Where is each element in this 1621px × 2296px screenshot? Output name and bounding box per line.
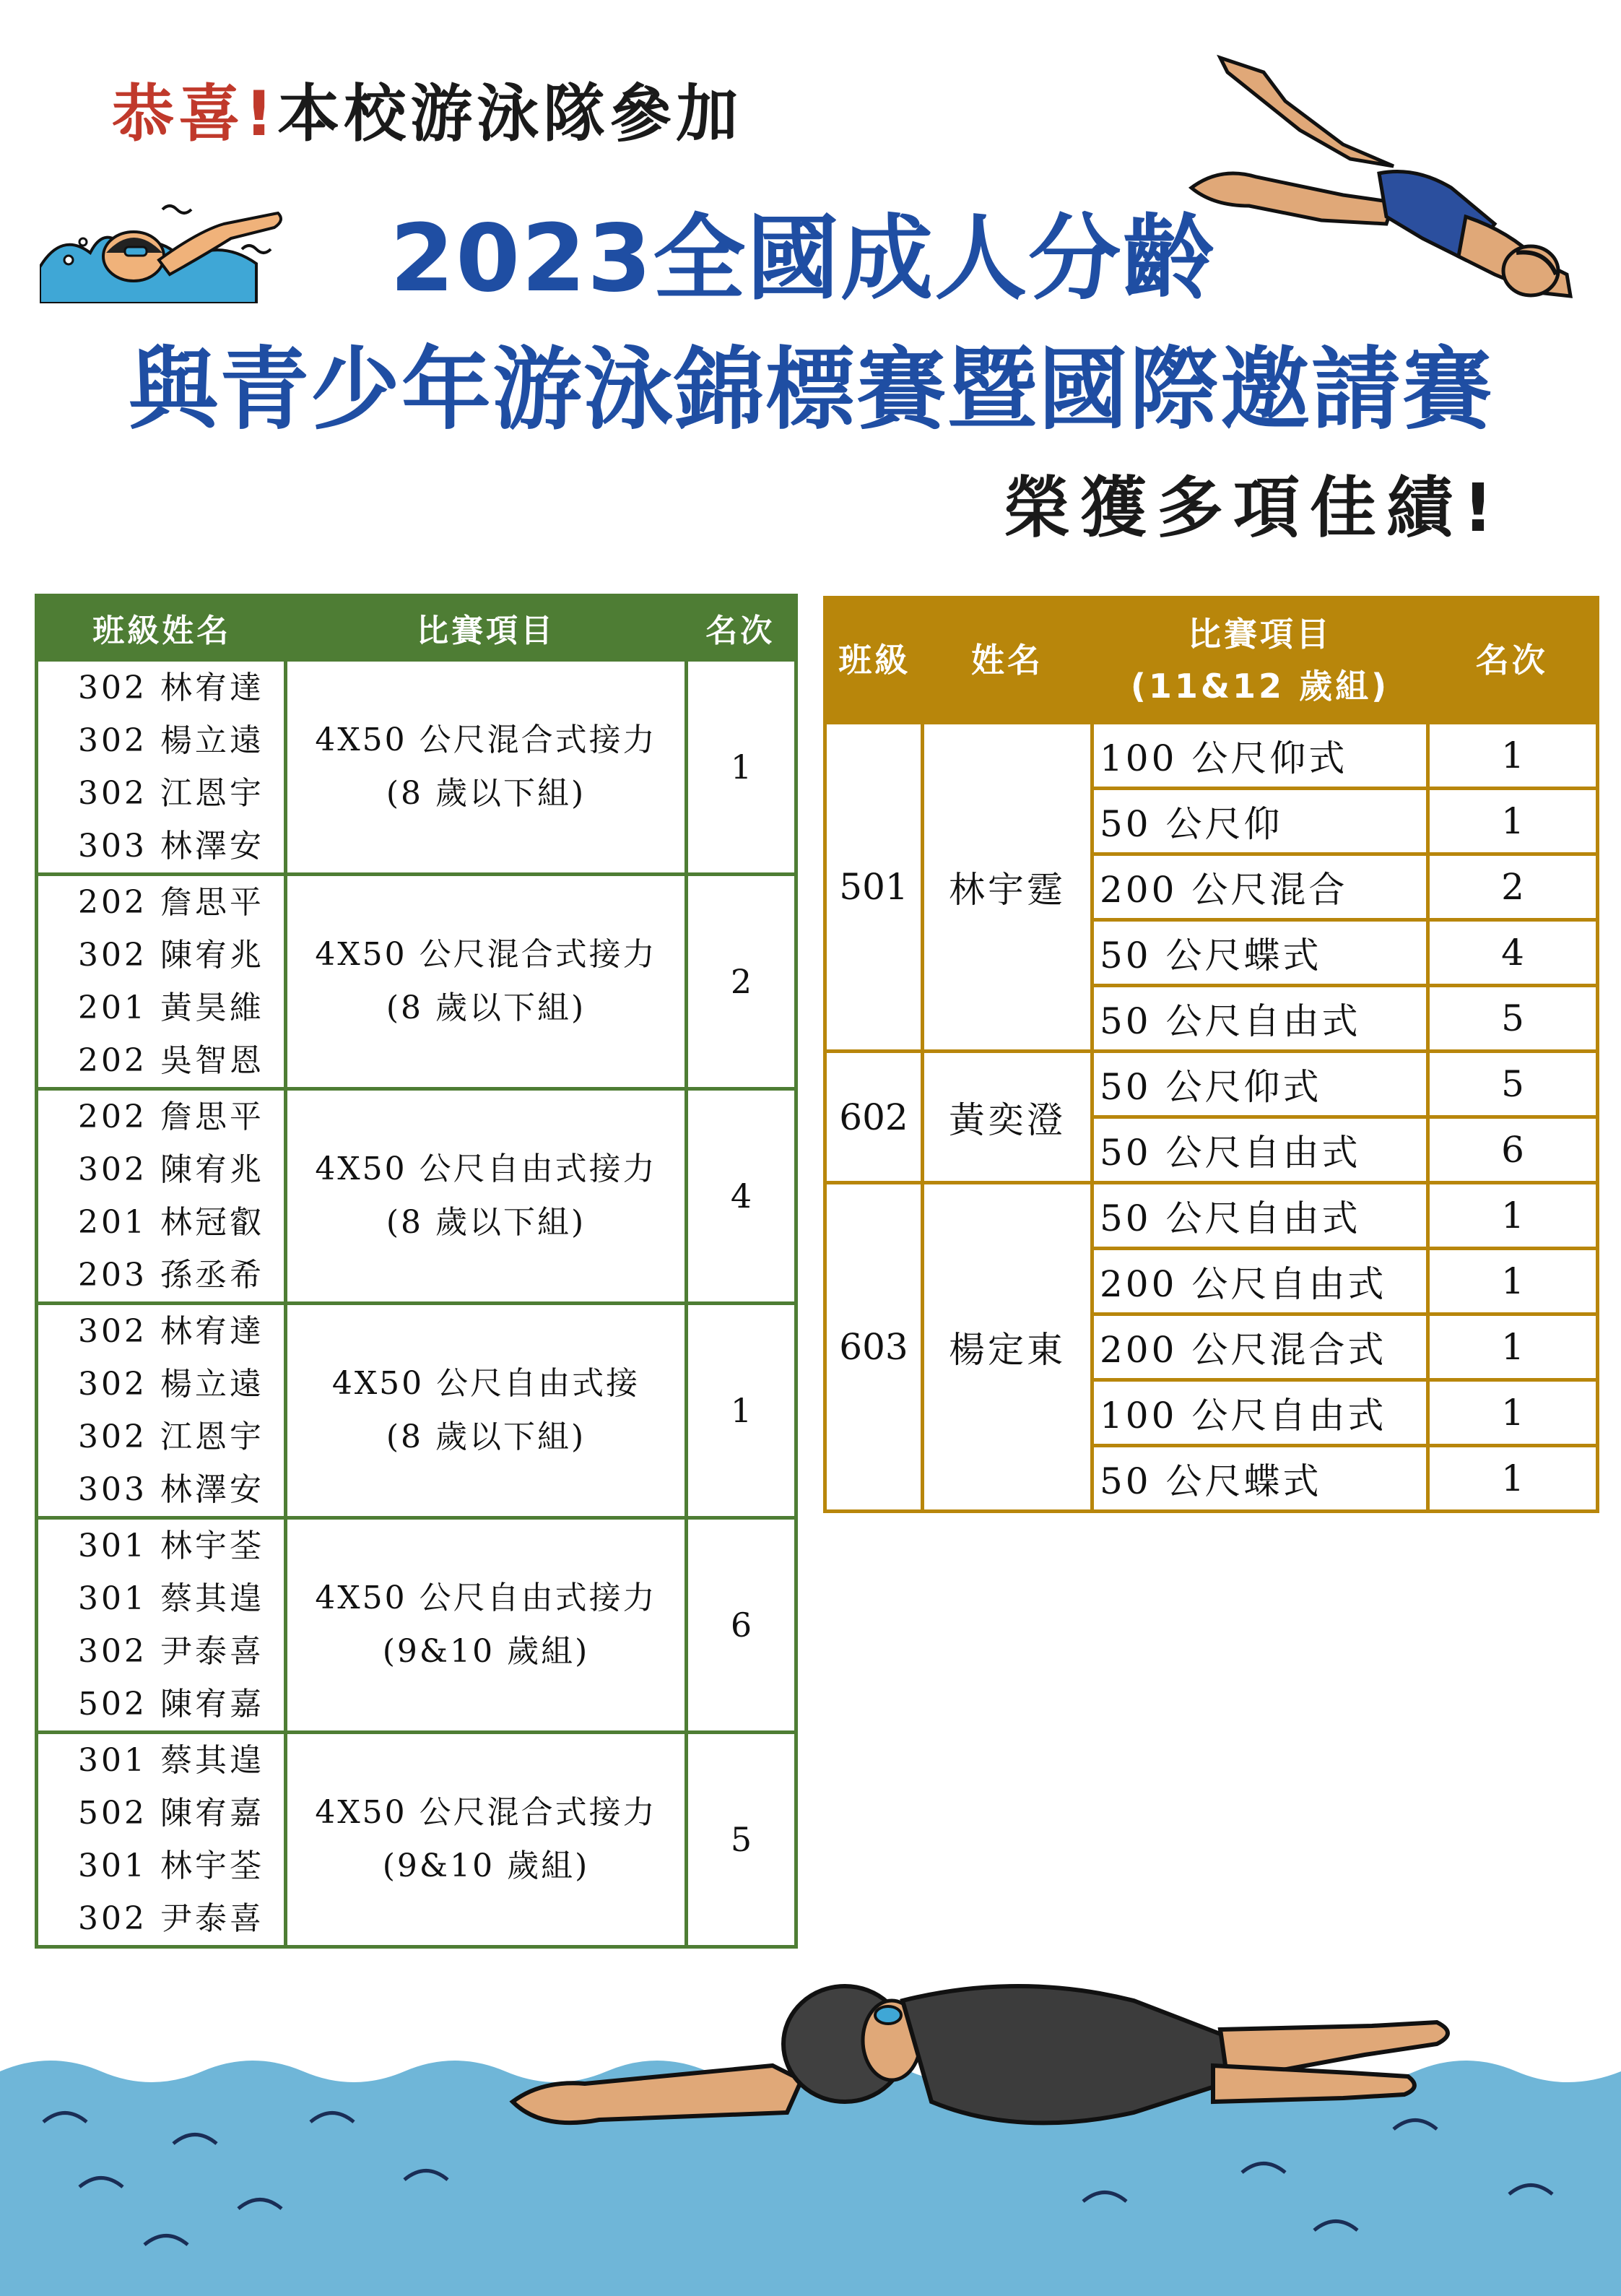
relay-rank: 1 — [687, 660, 796, 875]
team-member: 302 林宥達 — [78, 670, 264, 706]
result-event: 50 公尺仰 — [1092, 789, 1428, 854]
team-member: 301 林宇荃 — [78, 1847, 264, 1884]
event-name: 4X50 公尺自由式接力 — [315, 1580, 657, 1616]
event-group: (9&10 歲組) — [382, 1847, 590, 1884]
student-name: 黃奕澄 — [923, 1052, 1092, 1183]
relay-event — [286, 660, 687, 875]
team-member: 502 陳宥嘉 — [78, 1686, 264, 1723]
result-event: 100 公尺自由式 — [1092, 1380, 1428, 1446]
individual-results-table — [823, 596, 1599, 1513]
congrats-red-text: 恭喜! — [112, 78, 278, 150]
relay-event — [286, 1733, 687, 1947]
relay-results-table — [35, 594, 798, 1949]
event-group: (9&10 歲組) — [382, 1633, 590, 1670]
team-member: 302 陳宥兆 — [78, 1151, 264, 1188]
relay-team-names — [37, 1304, 286, 1518]
relay-event — [286, 1304, 687, 1518]
table-row — [37, 1304, 796, 1518]
result-rank: 1 — [1428, 723, 1598, 789]
result-rank: 2 — [1428, 854, 1598, 920]
bottom-swimmer-illustration — [498, 1957, 1480, 2152]
relay-table-header-row — [37, 596, 796, 660]
header-rank: 名次 — [1428, 598, 1598, 723]
result-event: 50 公尺自由式 — [1092, 1183, 1428, 1249]
result-rank: 1 — [1428, 1446, 1598, 1512]
result-rank: 6 — [1428, 1117, 1598, 1183]
honor-text: 榮獲多項佳績! — [1004, 469, 1503, 547]
event-group: (8 歲以下組) — [386, 1204, 586, 1241]
relay-event — [286, 1518, 687, 1733]
result-event: 50 公尺自由式 — [1092, 1117, 1428, 1183]
student-class: 603 — [825, 1183, 923, 1512]
table-row — [37, 875, 796, 1089]
team-member: 201 黃昊維 — [78, 989, 264, 1026]
team-member: 302 尹泰喜 — [78, 1900, 264, 1937]
result-event: 100 公尺仰式 — [1092, 723, 1428, 789]
relay-rank: 2 — [687, 875, 796, 1089]
header-event — [1092, 598, 1428, 723]
team-member: 202 詹思平 — [78, 884, 264, 921]
header-class: 班級 — [825, 598, 923, 723]
event-name: 4X50 公尺混合式接力 — [315, 722, 657, 758]
team-member: 302 尹泰喜 — [78, 1633, 264, 1670]
team-member: 302 江恩宇 — [78, 775, 264, 812]
relay-team-names — [37, 1518, 286, 1733]
team-member: 301 蔡其遑 — [78, 1742, 264, 1779]
relay-team-names — [37, 875, 286, 1089]
relay-rank: 6 — [687, 1518, 796, 1733]
result-rank: 4 — [1428, 920, 1598, 986]
event-group: (8 歲以下組) — [386, 1418, 586, 1455]
relay-team-names — [37, 1089, 286, 1304]
table-row — [37, 660, 796, 875]
relay-event — [286, 1089, 687, 1304]
congrats-heading — [112, 64, 742, 153]
table-row — [825, 1052, 1598, 1117]
team-member: 301 林宇荃 — [78, 1528, 264, 1564]
result-rank: 5 — [1428, 1052, 1598, 1117]
table-row — [37, 1518, 796, 1733]
congrats-text: 本校游泳隊參加 — [277, 78, 743, 150]
result-event: 50 公尺自由式 — [1092, 986, 1428, 1052]
event-group: (8 歲以下組) — [386, 775, 586, 812]
event-group: (8 歲以下組) — [386, 989, 586, 1026]
relay-rank: 4 — [687, 1089, 796, 1304]
relay-rank: 5 — [687, 1733, 796, 1947]
relay-event — [286, 875, 687, 1089]
header-event: 比賽項目 — [286, 596, 687, 660]
result-event: 50 公尺蝶式 — [1092, 920, 1428, 986]
relay-rank: 1 — [687, 1304, 796, 1518]
title-line-1: 2023全國成人分齡 — [390, 205, 1217, 313]
relay-team-names — [37, 660, 286, 875]
student-name: 林宇霆 — [923, 723, 1092, 1052]
student-name: 楊定東 — [923, 1183, 1092, 1512]
team-member: 203 孫丞希 — [78, 1257, 264, 1294]
result-event: 200 公尺混合式 — [1092, 1314, 1428, 1380]
individual-table-header-row — [825, 598, 1598, 723]
result-event: 50 公尺蝶式 — [1092, 1446, 1428, 1512]
title-line-2: 與青少年游泳錦標賽暨國際邀請賽 — [128, 338, 1493, 442]
event-name: 4X50 公尺自由式接 — [331, 1365, 640, 1402]
result-rank: 1 — [1428, 1249, 1598, 1314]
diving-swimmer-illustration — [1177, 43, 1596, 311]
header-name: 姓名 — [923, 598, 1092, 723]
team-member: 302 江恩宇 — [78, 1418, 264, 1455]
table-row — [37, 1089, 796, 1304]
freestyle-swimmer-illustration — [40, 181, 289, 303]
team-member: 302 陳宥兆 — [78, 937, 264, 974]
team-member: 301 蔡其遑 — [78, 1580, 264, 1617]
team-member: 303 林澤安 — [78, 828, 264, 865]
header-class-name: 班級姓名 — [37, 596, 286, 660]
result-event: 200 公尺自由式 — [1092, 1249, 1428, 1314]
team-member: 302 林宥達 — [78, 1313, 264, 1350]
team-member: 202 詹思平 — [78, 1099, 264, 1135]
table-row — [37, 1733, 796, 1947]
table-row — [825, 723, 1598, 789]
result-rank: 1 — [1428, 1183, 1598, 1249]
result-event: 200 公尺混合 — [1092, 854, 1428, 920]
student-class: 602 — [825, 1052, 923, 1183]
team-member: 302 楊立遠 — [78, 1366, 264, 1403]
team-member: 201 林冠叡 — [78, 1204, 264, 1241]
team-member: 302 楊立遠 — [78, 722, 264, 759]
event-name: 4X50 公尺混合式接力 — [315, 1794, 657, 1831]
header-rank: 名次 — [687, 596, 796, 660]
header-event-label: 比賽項目 — [1188, 615, 1332, 654]
result-rank: 1 — [1428, 789, 1598, 854]
result-event: 50 公尺仰式 — [1092, 1052, 1428, 1117]
relay-team-names — [37, 1733, 286, 1947]
team-member: 303 林澤安 — [78, 1471, 264, 1508]
event-name: 4X50 公尺自由式接力 — [315, 1151, 657, 1187]
header-event-group: (11&12 歲組) — [1130, 667, 1390, 706]
result-rank: 1 — [1428, 1314, 1598, 1380]
result-rank: 5 — [1428, 986, 1598, 1052]
table-row — [825, 1183, 1598, 1249]
student-class: 501 — [825, 723, 923, 1052]
event-name: 4X50 公尺混合式接力 — [315, 936, 657, 973]
team-member: 502 陳宥嘉 — [78, 1795, 264, 1832]
team-member: 202 吳智恩 — [78, 1042, 264, 1079]
result-rank: 1 — [1428, 1380, 1598, 1446]
